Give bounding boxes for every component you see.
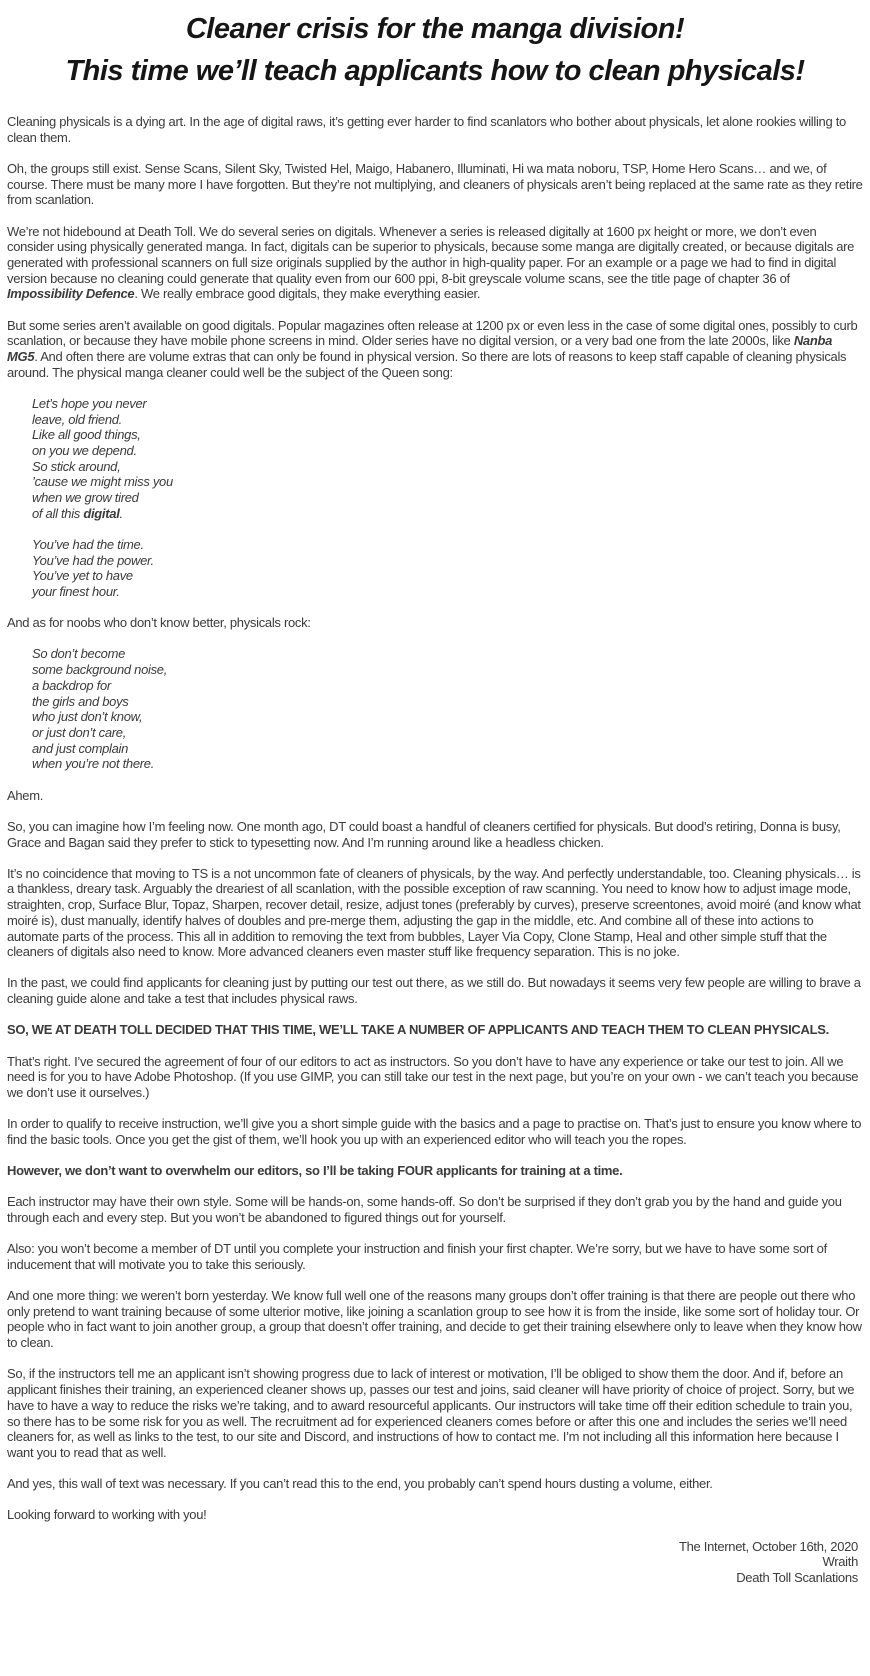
text-run: You’ve had the time.	[32, 536, 144, 552]
text-run: And yes, this wall of text was necessary. If you can’t read this to the end, you probably can’t spend hours dusting a volume, either.	[7, 1476, 713, 1492]
text-run: So stick around,	[32, 458, 121, 474]
text-run: a backdrop for	[32, 677, 111, 693]
text-run: or just don’t care,	[32, 725, 127, 740]
paragraph	[7, 819, 863, 850]
text-run: the girls and boys	[32, 693, 129, 709]
text-run: Cleaning physicals is a dying art. In the age of digital raws, it’s getting ever harder to find scanlators who bother about physicals, let alone rookies willing to clean them.	[7, 114, 846, 145]
page-title-line-2: This time we’ll teach applicants how to clean physicals!	[65, 55, 805, 87]
quote-line	[32, 490, 863, 506]
text-run: SO, WE AT DEATH TOLL DECIDED THAT THIS TIME, WE’LL TAKE A NUMBER OF APPLICANTS AND TEACH THEM TO CLEAN PHYSICALS.	[7, 1022, 829, 1038]
quote-line	[32, 506, 863, 522]
paragraph	[7, 1366, 863, 1460]
text-run: when we grow tired	[32, 490, 139, 506]
signature-block	[7, 1539, 863, 1586]
quote-block	[32, 396, 863, 522]
paragraph	[7, 161, 863, 208]
text-run: ’cause we might miss you	[32, 474, 173, 490]
paragraph	[7, 1288, 863, 1351]
paragraph	[7, 1054, 863, 1101]
page-title	[7, 8, 863, 92]
emphasized-text-run: Impossibility Defence	[7, 286, 135, 302]
paragraph	[7, 866, 863, 960]
quote-line	[32, 396, 863, 412]
quote-line	[32, 412, 863, 428]
text-run: We’re not hidebound at Death Toll. We do several series on digitals. Whenever a series is released digitally at 1600 px height or more, we don’t even consider using physically generated manga. In fact, digitals can be superior to physicals, because some manga are digitally created, or because digitals are generated with professional scanners on full size originals supplied by the author in high-quality paper. For an example or a page we had to find in digital version because no cleaning could generate that quality even from our 600 ppi, 8-bit greyscale volume scans, see the title page of chapter 36 of	[7, 223, 855, 286]
quote-line	[32, 694, 863, 710]
text-run: You’ve had the power.	[32, 552, 154, 568]
text-run: Looking forward to working with you!	[7, 1507, 207, 1523]
text-run: Each instructor may have their own style. Some will be hands-on, some hands-off. So don’t be surprised if they don’t grab you by the hand and guide you through each and every step. But you won’t be abandoned to figured things out for yourself.	[7, 1194, 842, 1225]
text-run: .	[119, 505, 123, 521]
paragraph	[7, 318, 863, 381]
paragraph	[7, 224, 863, 303]
paragraph	[7, 1194, 863, 1225]
paragraph	[7, 1241, 863, 1272]
paragraph	[7, 1507, 863, 1523]
quote-line	[32, 584, 863, 600]
text-run: some background noise,	[32, 662, 168, 678]
text-run: So, you can imagine how I’m feeling now. One month ago, DT could boast a handful of cleaners certified for physicals. But dood’s retiring, Donna is busy, Grace and Bagan said they prefer to stick to typesetting now. And I’m running around like a headless chicken.	[7, 818, 841, 850]
text-run: your finest hour.	[32, 584, 120, 600]
quote-line	[32, 537, 863, 553]
quote-line	[32, 709, 863, 725]
text-run: You’ve yet to have	[32, 568, 133, 584]
quote-line	[32, 756, 863, 772]
quote-line	[32, 427, 863, 443]
quote-line	[32, 568, 863, 584]
signature-author: Wraith	[822, 1554, 858, 1570]
text-run: And as for noobs who don’t know better, physicals rock:	[7, 615, 311, 631]
text-run: But some series aren’t available on good digitals. Popular magazines often release at 1200 px or even less in the case of some digital ones, possibly to curb scanlation, or because they have mobile phone screens in mind. Older series have no digital version, or a very bad one from the late 2000s, like	[7, 317, 858, 349]
text-run: However, we don’t want to overwhelm our editors, so I’ll be taking FOUR applicants for training at a time.	[7, 1163, 623, 1179]
text-run: who just don’t know,	[32, 709, 143, 725]
text-run: It’s no coincidence that moving to TS is a not uncommon fate of cleaners of physicals, by the way. And perfectly understandable, too. Cleaning physicals… is a thankless, dreary task. Arguably the dreariest of all scanlation, with the possible exception of raw scanning. You need to know how to adjust image mode, straighten, crop, Surface Blur, Topaz, Sharpen, recover detail, resize, adjust tones (preferably by curves), preserve screentones, avoid moiré (and know what moiré is), dust manually, identify halves of doubles and pre-merge them, adjusting the gap in the middle, etc. And combine all of these into actions to automate parts of the process. This all in addition to removing the text from bubbles, Layer Via Copy, Clone Stamp, Heal and other simple stuff that the cleaners of digitals also need to know. More advanced cleaners even master stuff like frequency separation. This is no joke.	[7, 865, 861, 960]
quote-block	[32, 646, 863, 772]
emphasis-paragraph	[7, 1022, 863, 1038]
text-run: on you we depend.	[32, 442, 137, 458]
signature-date: The Internet, October 16th, 2020	[678, 1538, 858, 1554]
text-run: In order to qualify to receive instruction, we’ll give you a short simple guide with the basics and a page to practise on. That’s just to ensure you know where to find the basic tools. Once you get the gist of them, we’ll hook you up with an experienced editor who will teach you the ropes.	[7, 1116, 862, 1147]
text-run: and just complain	[32, 740, 129, 756]
text-run: . We really embrace good digitals, they make everything easier.	[134, 286, 481, 302]
text-run: . And often there are volume extras that can only be found in physical version. So there are lots of reasons to keep staff capable of cleaning physicals around. The physical manga cleaner could well be the subject of the Queen song:	[7, 348, 847, 380]
emphasized-text-run: Nanba MG5	[7, 333, 833, 364]
quote-line	[32, 725, 863, 741]
text-run: Also: you won’t become a member of DT until you complete your instruction and finish your first chapter. We’re sorry, but we have to have some sort of inducement that will motivate you to take this seriously.	[7, 1241, 827, 1272]
paragraph	[7, 615, 863, 631]
document-body	[7, 114, 863, 1523]
quote-line	[32, 678, 863, 694]
quote-line	[32, 474, 863, 490]
text-run: So, if the instructors tell me an applicant isn’t showing progress due to lack of interest or motivation, I’ll be obliged to show them the door. And if, before an applicant finishes their training, an experienced cleaner shows up, passes our test and joins, said cleaner will have priority of choice of project. Sorry, but we have to have a way to reduce the risks we’re taking, and to award resourceful applicants. Our instructors will take time off their edition schedule to train you, so there has to be some risk for you as well. The recruitment ad for experienced cleaners comes before or after this one and includes the series we’ll need cleaners for, as well as links to the test, to our site and Discord, and instructions of how to contact me. I’m not including all this information here because I want you to read that as well.	[7, 1366, 855, 1460]
paragraph	[7, 975, 863, 1006]
quote-line	[32, 741, 863, 757]
text-run: of all this	[32, 505, 84, 521]
quote-line	[32, 646, 863, 662]
quote-line	[32, 662, 863, 678]
text-run: Like all good things,	[32, 427, 141, 443]
quote-line	[32, 553, 863, 569]
text-run: when you’re not there.	[32, 756, 155, 772]
quote-line	[32, 459, 863, 475]
quote-block	[32, 537, 863, 600]
paragraph	[7, 788, 863, 804]
text-run: And one more thing: we weren’t born yesterday. We know full well one of the reasons many groups don’t offer training is that there are people out there who only pretend to want training because of some ulterior motive, like joining a scanlation group to see how it is from the inside, like some sort of holiday tour. Or people who in fact want to join another group, a group that doesn’t offer training, and decide to get their training elsewhere only to leave when they know how to clean.	[7, 1288, 862, 1351]
quote-line	[32, 443, 863, 459]
emphasized-text-run: digital	[83, 505, 120, 521]
text-run: leave, old friend.	[32, 411, 122, 427]
text-run: That’s right. I’ve secured the agreement of four of our editors to act as instructors. So you don’t have to have any experience or take our test to join. All we need is for you to have Adobe Photoshop. (If you use GIMP, you can still take our test in the next page, but you’re on your own - we can’t teach you because we don’t use it ourselves.)	[7, 1053, 859, 1100]
text-run: So don’t become	[32, 646, 126, 662]
paragraph	[7, 1116, 863, 1147]
text-run: In the past, we could find applicants for cleaning just by putting our test out there, as we still do. But nowadays it seems very few people are willing to brave a cleaning guide alone and take a test that includes physical raws.	[7, 975, 861, 1007]
paragraph	[7, 1476, 863, 1492]
signature-group: Death Toll Scanlations	[736, 1569, 858, 1585]
text-run: Let’s hope you never	[32, 395, 147, 411]
text-run: Ahem.	[7, 787, 44, 803]
emphasis-paragraph	[7, 1163, 863, 1179]
paragraph	[7, 114, 863, 145]
page-title-line-1: Cleaner crisis for the manga division!	[185, 13, 685, 45]
text-run: Oh, the groups still exist. Sense Scans, Silent Sky, Twisted Hel, Maigo, Habanero, Illuminati, Hi wa mata noboru, TSP, Home Hero Scans… and we, of course. There must be many more I have forgotten. But they’re not multiplying, and cleaners of physicals aren’t being replaced at the same rate as they retire from scanlation.	[7, 160, 863, 208]
